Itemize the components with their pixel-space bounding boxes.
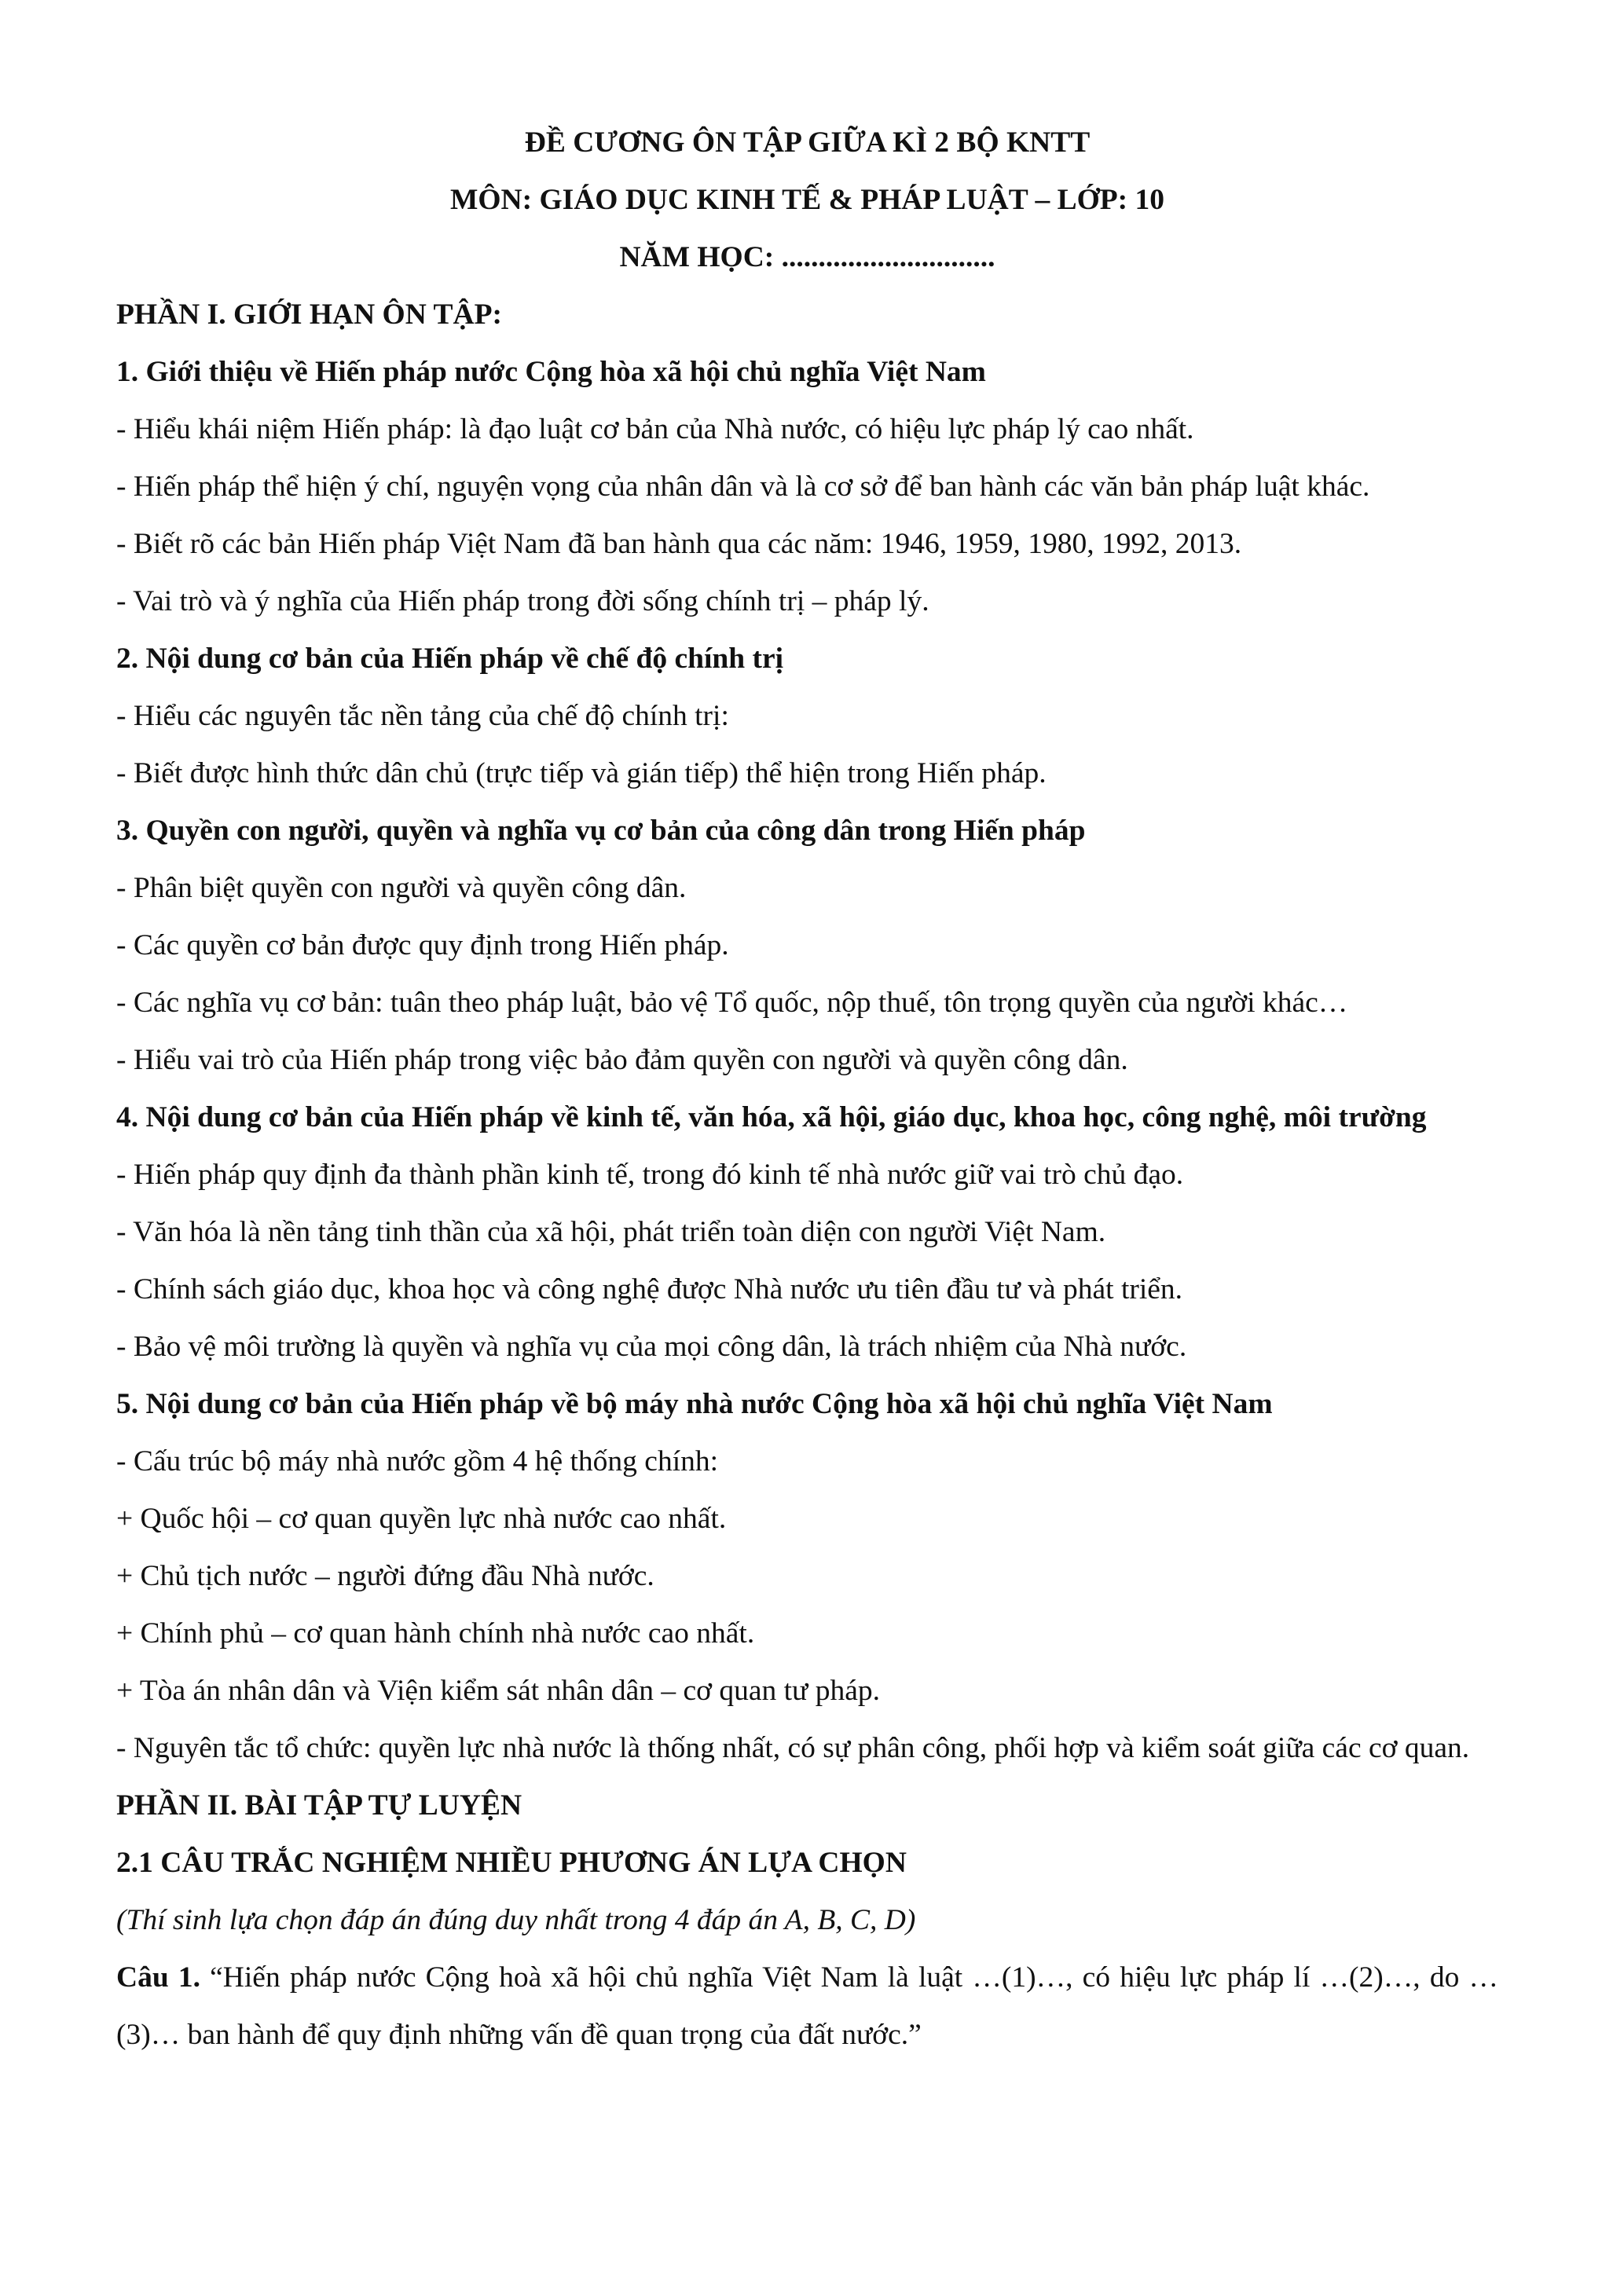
list-item: - Cấu trúc bộ máy nhà nước gồm 4 hệ thống chính: xyxy=(116,1445,719,1478)
list-item: - Nguyên tắc tổ chức: quyền lực nhà nước là thống nhất, có sự phân công, phối hợp và kiểm soát giữa các cơ quan. xyxy=(116,1732,1470,1764)
list-item: - Vai trò và ý nghĩa của Hiến pháp trong đời sống chính trị – pháp lý. xyxy=(116,585,929,617)
list-item: + Chính phủ – cơ quan hành chính nhà nước cao nhất. xyxy=(116,1617,755,1650)
part2-title: PHẦN II. BÀI TẬP TỰ LUYỆN xyxy=(116,1789,522,1822)
list-item: - Các quyền cơ bản được quy định trong Hiến pháp. xyxy=(116,929,729,961)
question-1-text: “Hiến pháp nước Cộng hoà xã hội chủ nghĩa Việt Nam là luật …(1)…, có hiệu lực pháp lí …(2)…, do …(3)… ban hành để quy định những vấn đề quan trọng của đất nước.” xyxy=(116,1961,1498,2051)
topic-2-title: 2. Nội dung cơ bản của Hiến pháp về chế độ chính trị xyxy=(116,643,784,675)
list-item: - Các nghĩa vụ cơ bản: tuân theo pháp luật, bảo vệ Tổ quốc, nộp thuế, tôn trọng quyền của người khác… xyxy=(116,987,1348,1019)
part2-subtitle: 2.1 CÂU TRẮC NGHIỆM NHIỀU PHƯƠNG ÁN LỰA CHỌN xyxy=(116,1847,907,1879)
list-item: + Quốc hội – cơ quan quyền lực nhà nước cao nhất. xyxy=(116,1503,727,1535)
list-item: - Biết rõ các bản Hiến pháp Việt Nam đã ban hành qua các năm: 1946, 1959, 1980, 1992, 2013. xyxy=(116,528,1242,560)
list-item: + Tòa án nhân dân và Viện kiểm sát nhân dân – cơ quan tư pháp. xyxy=(116,1675,880,1707)
document-title: ĐỀ CƯƠNG ÔN TẬP GIỮA KÌ 2 BỘ KNTT xyxy=(524,126,1091,159)
question-1 xyxy=(116,1949,1498,2063)
list-item: - Hiến pháp quy định đa thành phần kinh tế, trong đó kinh tế nhà nước giữ vai trò chủ đạo. xyxy=(116,1159,1184,1191)
part1-title: PHẦN I. GIỚI HẠN ÔN TẬP: xyxy=(116,298,502,331)
question-1-label: Câu 1. xyxy=(116,1961,200,1994)
list-item: - Hiểu khái niệm Hiến pháp: là đạo luật cơ bản của Nhà nước, có hiệu lực pháp lý cao nhất. xyxy=(116,413,1194,445)
list-item: + Chủ tịch nước – người đứng đầu Nhà nước. xyxy=(116,1560,654,1592)
school-year-line: NĂM HỌC: ............................. xyxy=(619,241,995,273)
topic-5-title: 5. Nội dung cơ bản của Hiến pháp về bộ máy nhà nước Cộng hòa xã hội chủ nghĩa Việt Nam xyxy=(116,1388,1273,1420)
list-item: - Chính sách giáo dục, khoa học và công nghệ được Nhà nước ưu tiên đầu tư và phát triển. xyxy=(116,1273,1183,1305)
topic-3-title: 3. Quyền con người, quyền và nghĩa vụ cơ bản của công dân trong Hiến pháp xyxy=(116,815,1086,847)
list-item: - Hiểu các nguyên tắc nền tảng của chế độ chính trị: xyxy=(116,700,729,732)
topic-1-title: 1. Giới thiệu về Hiến pháp nước Cộng hòa xã hội chủ nghĩa Việt Nam xyxy=(116,356,986,388)
document-header xyxy=(116,114,1498,286)
list-item: - Bảo vệ môi trường là quyền và nghĩa vụ của mọi công dân, là trách nhiệm của Nhà nước. xyxy=(116,1331,1187,1363)
list-item: - Biết được hình thức dân chủ (trực tiếp và gián tiếp) thể hiện trong Hiến pháp. xyxy=(116,757,1047,789)
subject-line: MÔN: GIÁO DỤC KINH TẾ & PHÁP LUẬT – LỚP: 10 xyxy=(449,184,1165,216)
list-item: - Hiến pháp thể hiện ý chí, nguyện vọng của nhân dân và là cơ sở để ban hành các văn bản pháp luật khác. xyxy=(116,471,1370,503)
list-item: - Phân biệt quyền con người và quyền công dân. xyxy=(116,872,687,904)
topic-4-title: 4. Nội dung cơ bản của Hiến pháp về kinh tế, văn hóa, xã hội, giáo dục, khoa học, công nghệ, môi trường xyxy=(116,1101,1427,1133)
list-item: - Hiểu vai trò của Hiến pháp trong việc bảo đảm quyền con người và quyền công dân. xyxy=(116,1044,1128,1076)
instruction-note: (Thí sinh lựa chọn đáp án đúng duy nhất trong 4 đáp án A, B, C, D) xyxy=(116,1904,916,1936)
list-item: - Văn hóa là nền tảng tinh thần của xã hội, phát triển toàn diện con người Việt Nam. xyxy=(116,1216,1106,1248)
